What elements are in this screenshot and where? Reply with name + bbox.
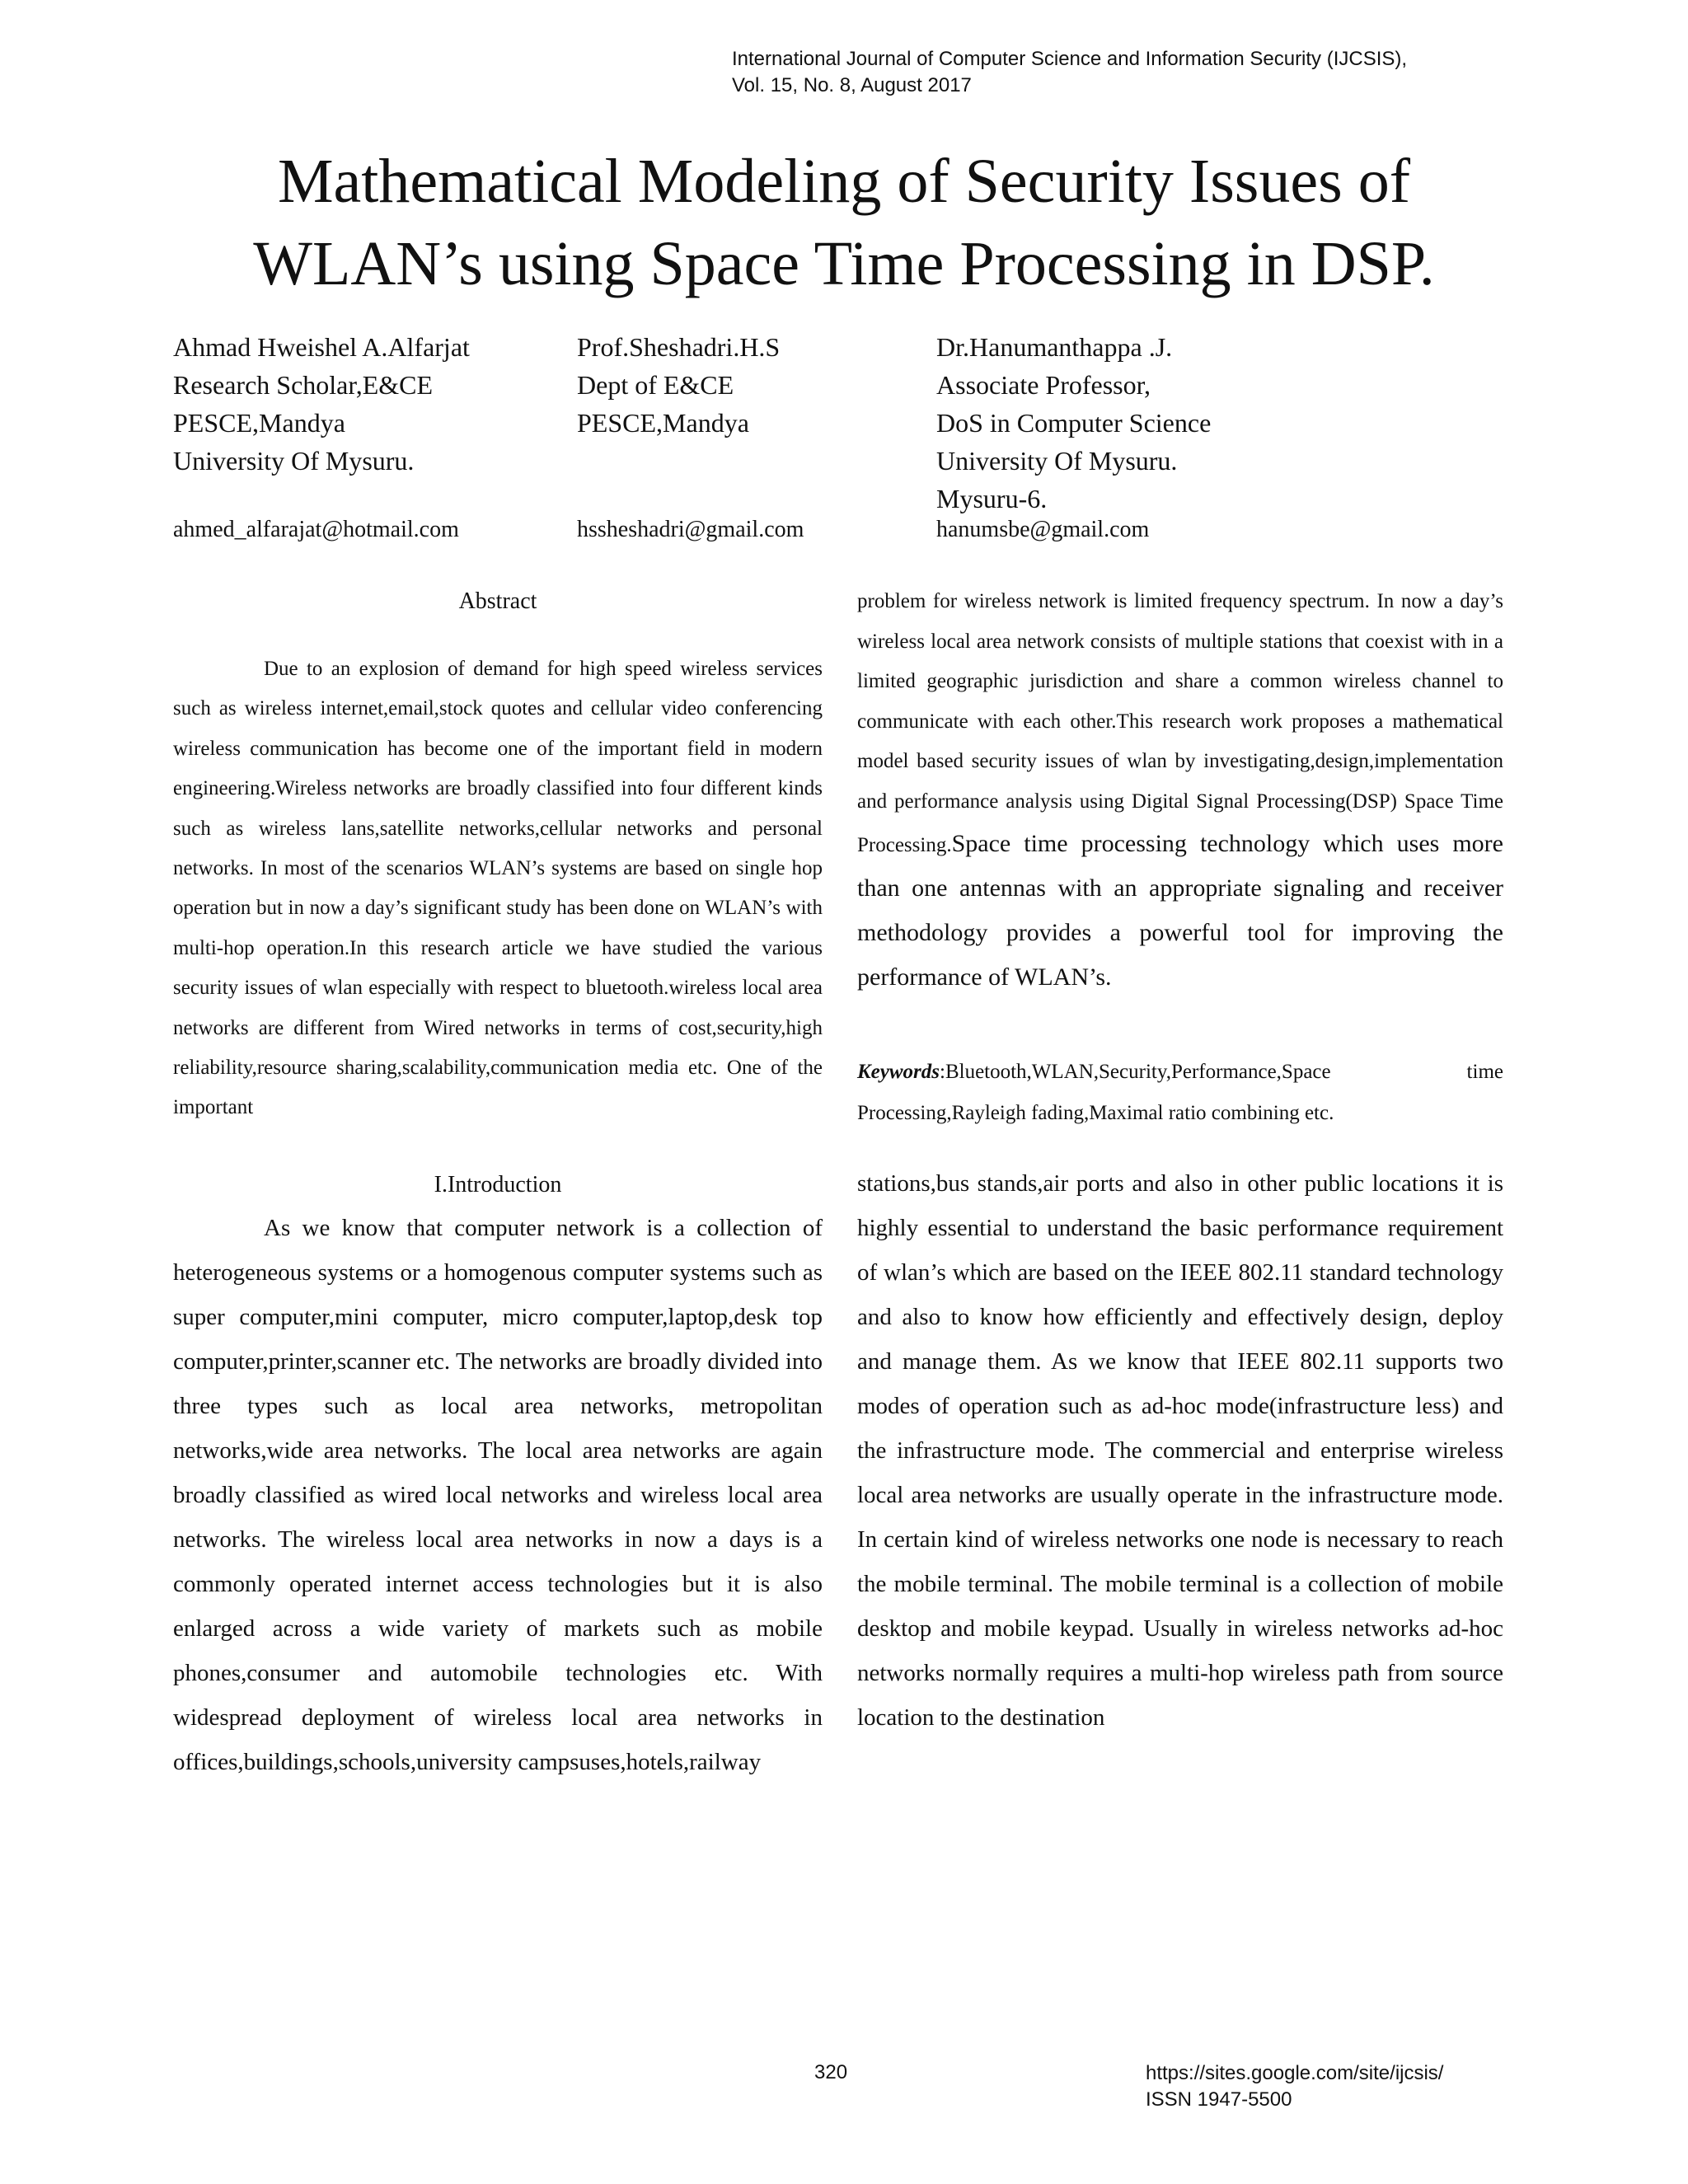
introduction-left-text: As we know that computer network is a collection of heterogeneous systems or a homogenous computer systems such as super computer,mini computer, micro computer,laptop,desk top computer,printer,scanner etc. The networks are broadly divided into three types such as local area networks, metropolitan networks,wide area networks. The local area networks are again broadly classified as wired local networks and wireless local area networks. The wireless local area networks in now a days is a commonly operated internet access technologies but it is also enlarged across a wide variety of markets such as mobile phones,consumer and automobile technologies etc. With widespread deployment of wireless local area networks in offices,buildings,schools,university campsuses,hotels,railway — [173, 1215, 823, 1775]
footer-issn: ISSN 1947-5500 — [1146, 2088, 1292, 2111]
author-affiliation: University Of Mysuru. — [173, 446, 415, 476]
introduction-heading: I.Introduction — [434, 1172, 562, 1197]
author-affiliation: Dept of E&CE — [577, 370, 734, 400]
abstract-right-text-large: Space time processing technology which uses more than one antennas with an appropriate signaling and receiver methodology provides a powerful tool for improving the performance of WLAN’s. — [857, 830, 1503, 991]
author-affiliation: Research Scholar,E&CE — [173, 370, 434, 400]
journal-volume: Vol. 15, No. 8, August 2017 — [732, 74, 972, 96]
author-name: Dr.Hanumanthappa .J. — [936, 332, 1173, 362]
keywords — [857, 1052, 1503, 1134]
paper-title-line-2: WLAN’s using Space Time Processing in DSP. — [253, 229, 1435, 298]
author-block-3 — [936, 328, 1212, 542]
author-email: ahmed_alfarajat@hotmail.com — [173, 517, 459, 542]
author-affiliation: Associate Professor, — [936, 370, 1151, 400]
author-affiliation: DoS in Computer Science — [936, 408, 1212, 438]
author-affiliation: Mysuru-6. — [936, 484, 1048, 513]
abstract-right-column — [857, 582, 1503, 1000]
abstract-left-text: Due to an explosion of demand for high speed wireless services such as wireless internet,email,stock quotes and cellular video conferencing wireless communication has become one of the important field in modern engineering.Wireless networks are broadly classified into four different kinds such as wireless lans,satellite networks,cellular networks and personal networks. In most of the scenarios WLAN’s systems are based on single hop operation but in now a day’s significant study has been done on WLAN’s with multi-hop operation.In this research article we have studied the various security issues of wlan especially with respect to bluetooth.wireless local area networks are different from Wired networks in terms of cost,security,high reliability,resource sharing,scalability,communication media etc. One of the important — [173, 658, 823, 1119]
author-email: hanumsbe@gmail.com — [936, 517, 1150, 542]
paper-title — [132, 140, 1556, 305]
author-affiliation: PESCE,Mandya — [173, 408, 345, 438]
author-email: hssheshadri@gmail.com — [577, 517, 804, 542]
footer-info — [1146, 2060, 1443, 2113]
abstract-right-text: problem for wireless network is limited frequency spectrum. In now a day’s wireless local area network consists of multiple stations that coexist with in a limited geographic jurisdiction and share a common wireless channel to communicate with each other.This research work proposes a mathematical model based security issues of wlan by investigating,design,implementation and performance analysis using Digital Signal Processing(DSP) Space Time Processing. — [857, 590, 1503, 856]
abstract-heading: Abstract — [458, 588, 537, 614]
paper-title-line-1: Mathematical Modeling of Security Issues of — [277, 147, 1410, 216]
page-number: 320 — [814, 2061, 848, 2083]
author-name: Ahmad Hweishel A.Alfarjat — [173, 332, 470, 362]
introduction-right-text: stations,bus stands,air ports and also in other public locations it is highly essential to understand the basic performance requirement of wlan’s which are based on the IEEE 802.11 standard technology and also to know how efficiently and effectively design, deploy and manage them. As we know that IEEE 802.11 supports two modes of operation such as ad-hoc mode(infrastructure less) and the infrastructure mode. The commercial and enterprise wireless local area networks are usually operate in the infrastructure mode. In certain kind of wireless networks one node is necessary to reach the mobile terminal. The mobile terminal is a collection of mobile desktop and mobile keypad. Usually in wireless networks ad-hoc networks normally requires a multi-hop wireless path from source location to the destination — [857, 1170, 1503, 1731]
journal-name: International Journal of Computer Science and Information Security (IJCSIS), — [732, 48, 1408, 70]
author-name: Prof.Sheshadri.H.S — [577, 332, 781, 362]
journal-header — [732, 46, 1556, 99]
author-block-2 — [577, 328, 804, 542]
footer-url: https://sites.google.com/site/ijcsis/ — [1146, 2062, 1444, 2084]
author-affiliation: PESCE,Mandya — [577, 408, 749, 438]
keywords-text: :Bluetooth,WLAN,Security,Performance,Space time Processing,Rayleigh fading,Maximal ratio combining etc. — [857, 1061, 1503, 1124]
keywords-label: Keywords — [857, 1061, 940, 1083]
author-block-1 — [173, 328, 470, 542]
author-affiliation: University Of Mysuru. — [936, 446, 1178, 476]
